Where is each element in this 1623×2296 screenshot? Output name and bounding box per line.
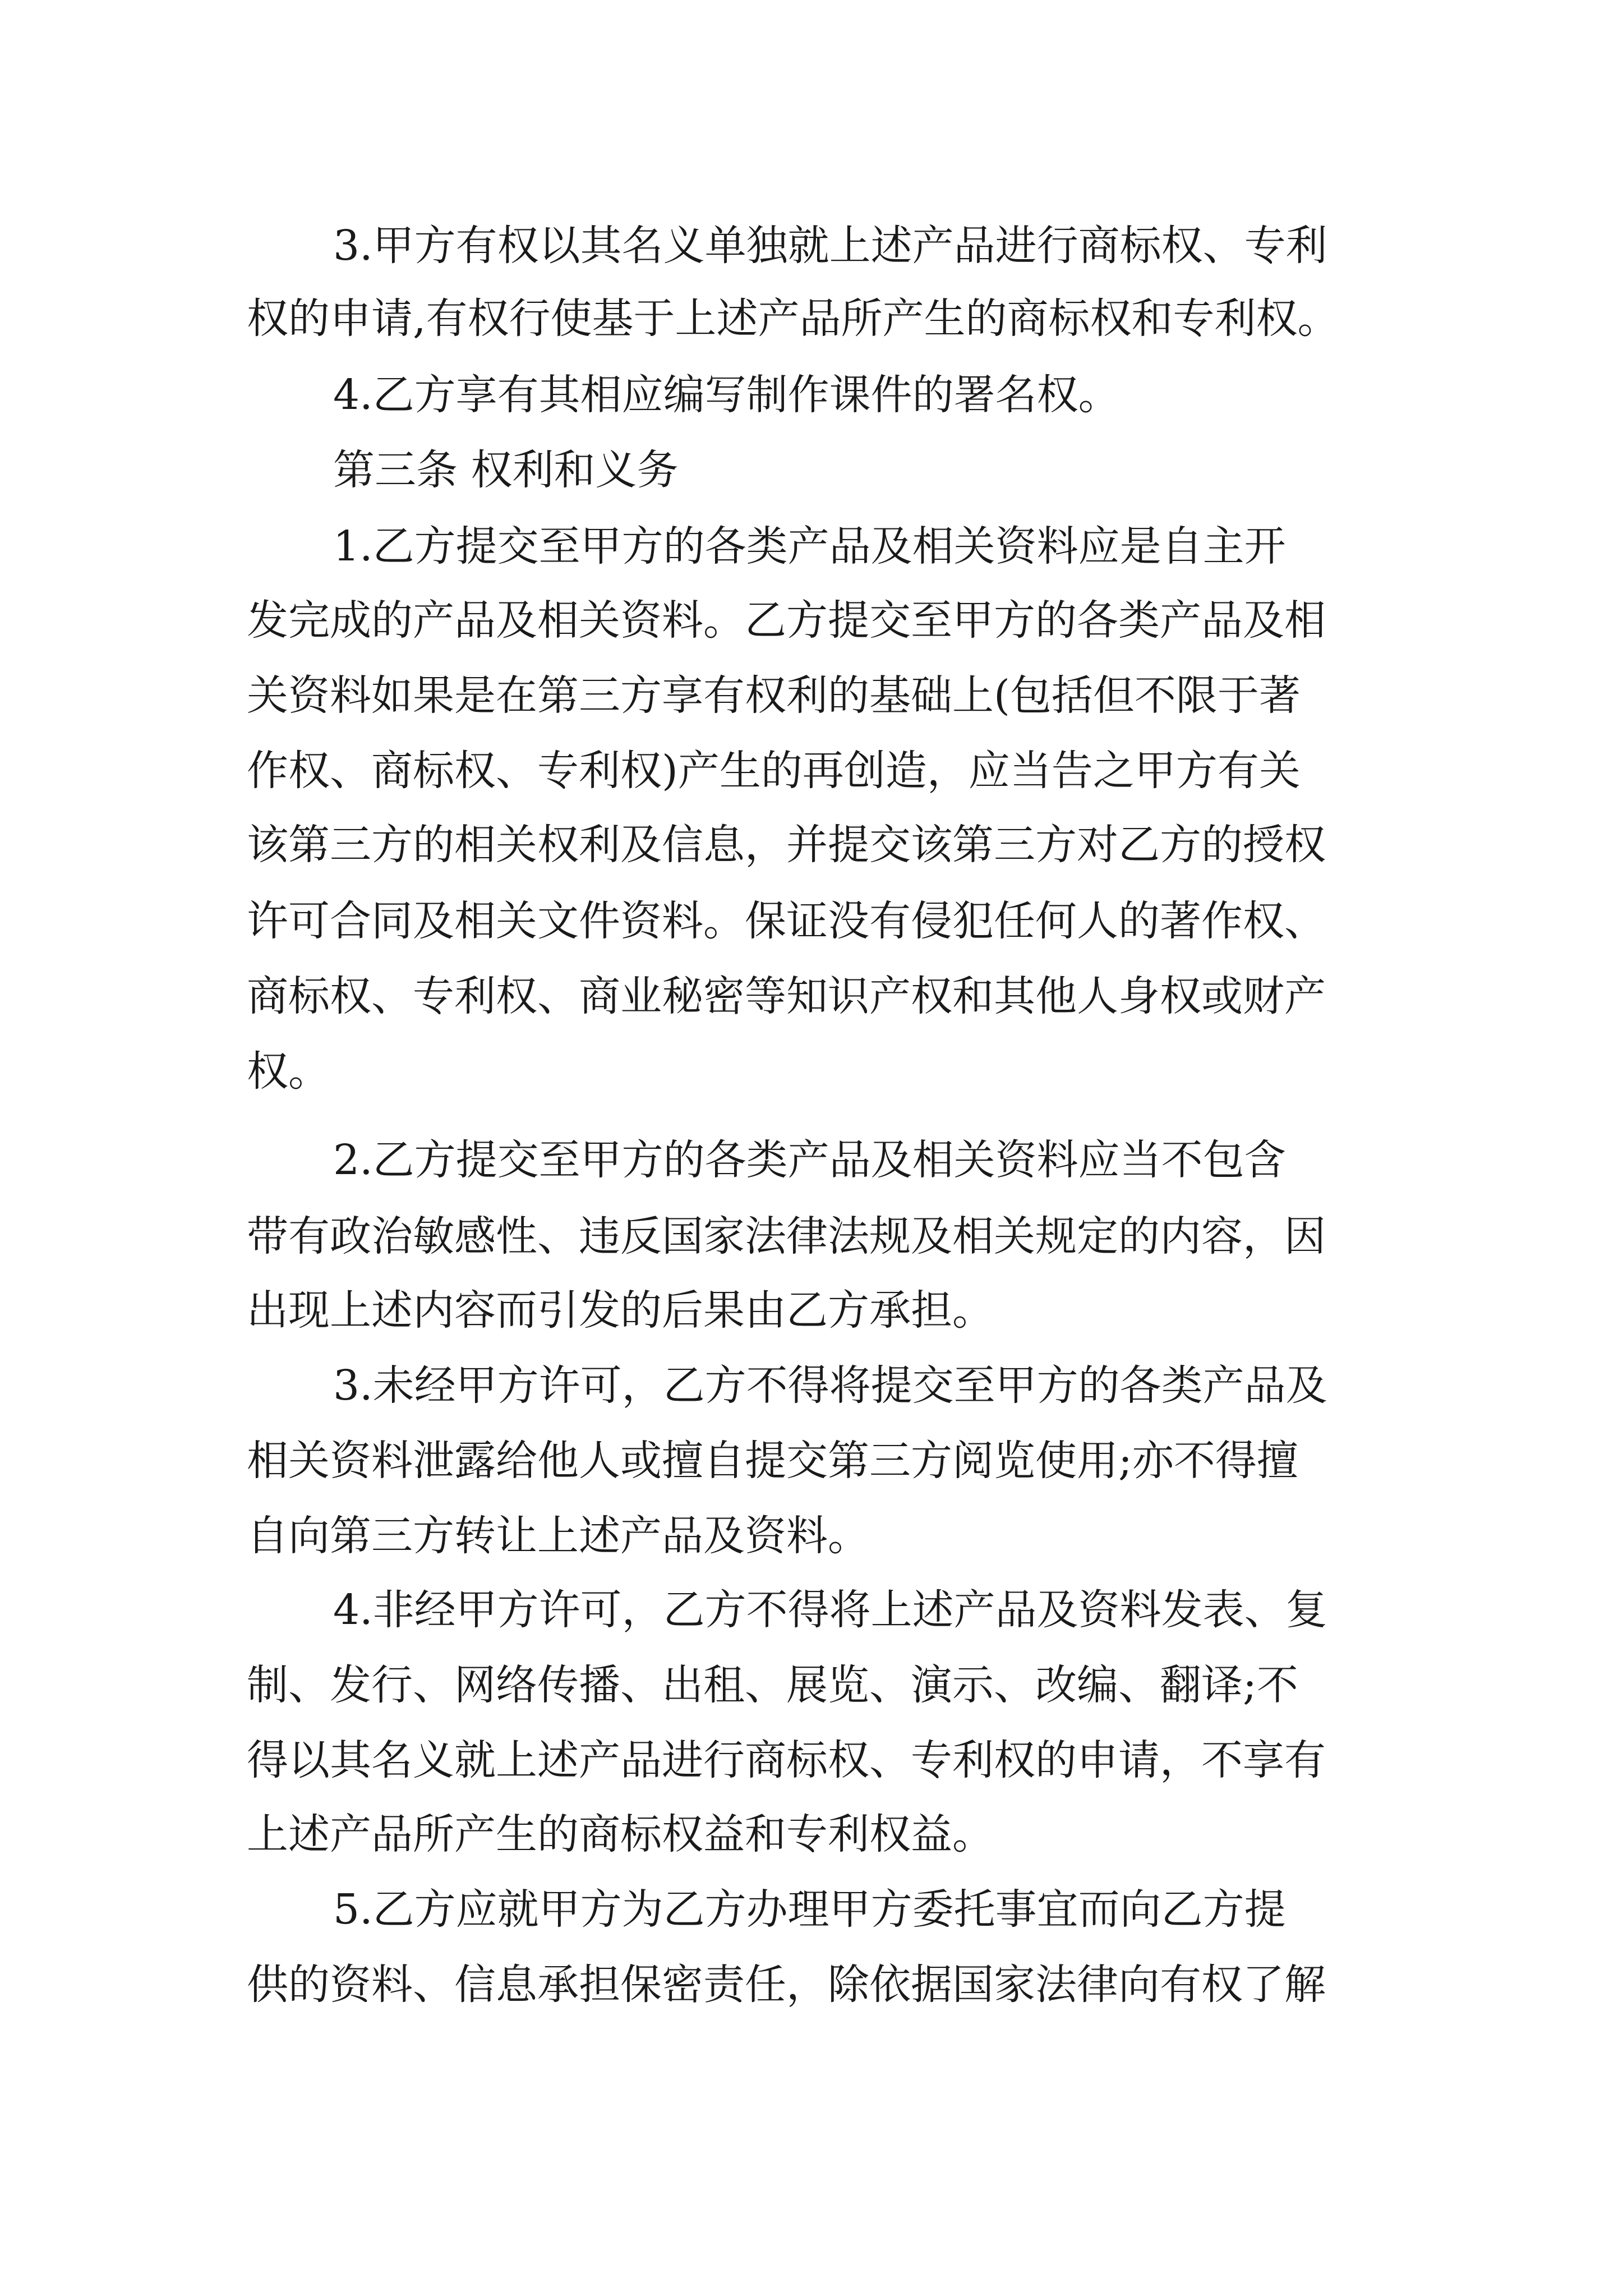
paragraph-line: 上述产品所产生的商标权益和专利权益。: [247, 1810, 994, 1858]
paragraph-line: 商标权、专利权、商业秘密等知识产权和其他人身权或财产: [247, 972, 1326, 1020]
paragraph-line: 相关资料泄露给他人或擅自提交第三方阅览使用;亦不得擅: [247, 1437, 1298, 1485]
paragraph-line: 制、发行、网络传播、出租、展览、演示、改编、翻译;不: [247, 1661, 1298, 1709]
paragraph-line: 得以其名义就上述产品进行商标权、专利权的申请，不享有: [247, 1736, 1326, 1784]
paragraph-line: 许可合同及相关文件资料。保证没有侵犯任何人的著作权、: [247, 897, 1326, 945]
paragraph-line: 权的申请,有权行使基于上述产品所产生的商标权和专利权。: [247, 295, 1339, 343]
paragraph-line: 3.甲方有权以其名义单独就上述产品进行商标权、专利: [333, 222, 1327, 270]
paragraph-line: 发完成的产品及相关资料。乙方提交至甲方的各类产品及相: [247, 596, 1326, 645]
paragraph-line: 出现上述内容而引发的后果由乙方承担。: [247, 1286, 994, 1335]
paragraph-line: 自向第三方转让上述产品及资料。: [247, 1512, 869, 1560]
paragraph-line: 5.乙方应就甲方为乙方办理甲方委托事宜而向乙方提: [333, 1885, 1286, 1934]
paragraph-line: 作权、商标权、专利权)产生的再创造，应当告之甲方有关: [247, 747, 1301, 795]
paragraph-line: 关资料如果是在第三方享有权利的基础上(包括但不限于著: [247, 671, 1301, 720]
paragraph-line: 4.非经甲方许可，乙方不得将上述产品及资料发表、复: [333, 1586, 1327, 1634]
section-heading: 第三条 权利和义务: [333, 446, 679, 494]
paragraph-line: 3.未经甲方许可，乙方不得将提交至甲方的各类产品及: [333, 1361, 1327, 1410]
paragraph-line: 该第三方的相关权利及信息，并提交该第三方对乙方的授权: [247, 821, 1326, 869]
paragraph-line: 4.乙方享有其相应编写制作课件的署名权。: [333, 371, 1120, 419]
paragraph-line: 带有政治敏感性、违反国家法律法规及相关规定的内容，因: [247, 1212, 1326, 1260]
paragraph-line: 供的资料、信息承担保密责任，除依据国家法律向有权了解: [247, 1961, 1326, 2009]
paragraph-line: 权。: [247, 1047, 330, 1096]
paragraph-line: 1.乙方提交至甲方的各类产品及相关资料应是自主开: [333, 522, 1286, 570]
paragraph-line: 2.乙方提交至甲方的各类产品及相关资料应当不包含: [333, 1136, 1286, 1184]
